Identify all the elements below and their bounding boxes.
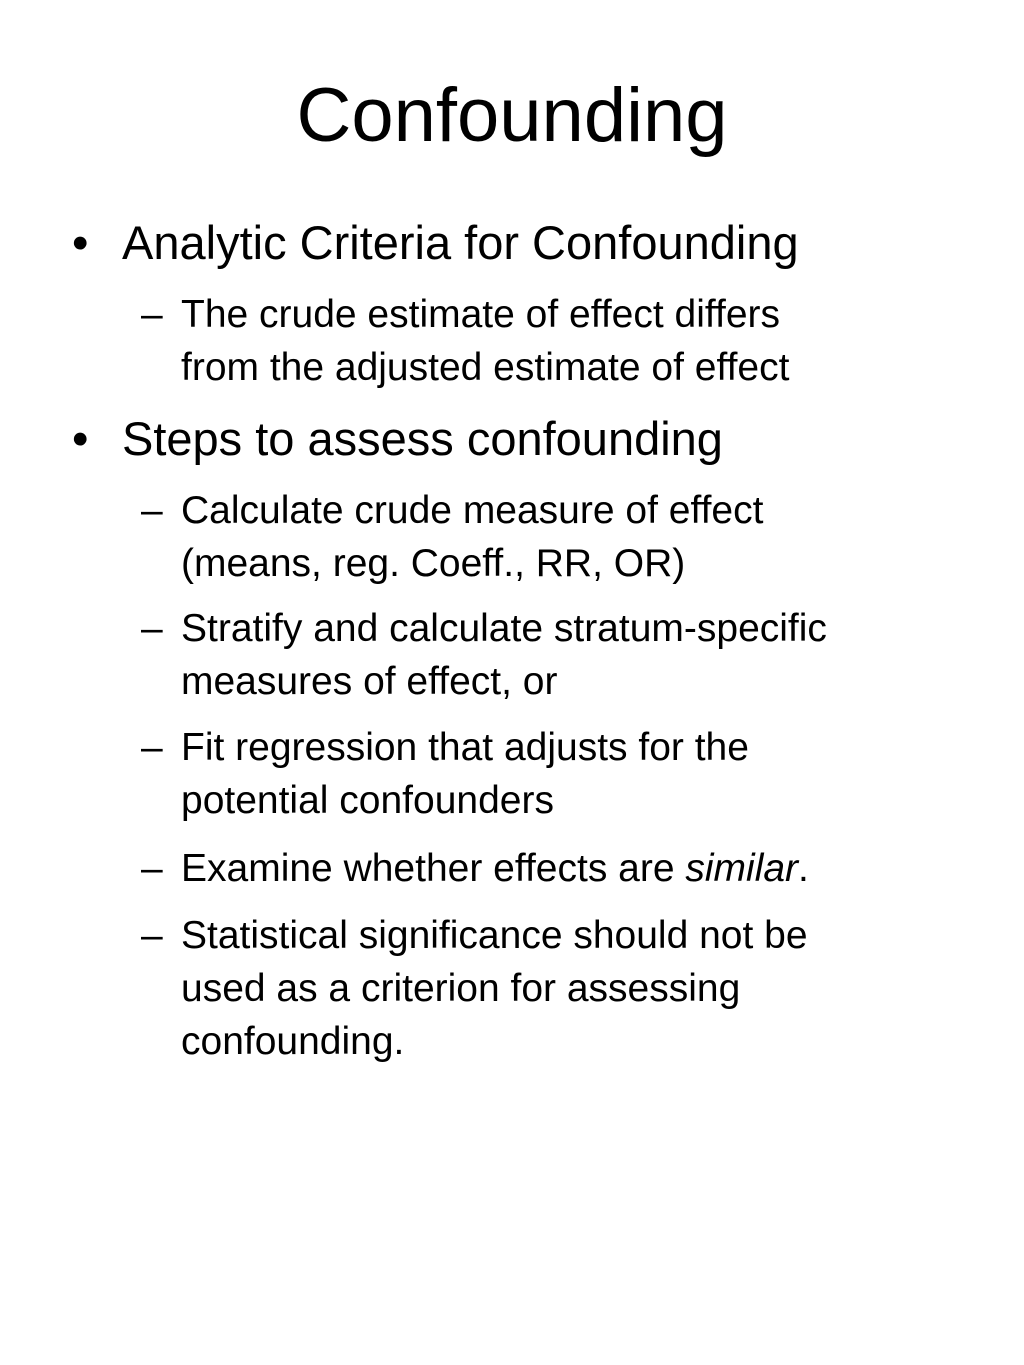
sub-marker: – (141, 914, 163, 957)
sub-item-line: Statistical significance should not be (181, 914, 808, 957)
sub-item-suffix: . (798, 847, 809, 890)
sub-item-fit-regression (141, 721, 981, 827)
sub-item-prefix: Examine whether effects are (181, 847, 686, 890)
sub-marker: – (141, 293, 163, 336)
sub-marker: – (141, 607, 163, 650)
sub-item-calculate-crude (141, 484, 981, 590)
sub-marker: – (141, 489, 163, 532)
sub-marker: – (141, 726, 163, 769)
bullet-text: Steps to assess confounding (122, 412, 723, 465)
sub-item-line: confounding. (181, 1020, 405, 1063)
sub-item-line: The crude estimate of effect differs (181, 293, 781, 336)
sub-item-examine-similar (141, 842, 981, 895)
bullet-marker: • (72, 216, 89, 269)
sub-item-stratify (141, 602, 981, 708)
sub-item-line: Stratify and calculate stratum-specific (181, 607, 827, 650)
sub-item-line: potential confounders (181, 779, 554, 822)
sub-item-line: (means, reg. Coeff., RR, OR) (181, 542, 686, 585)
sub-item-crude-vs-adjusted (141, 288, 981, 394)
sub-item-line: Calculate crude measure of effect (181, 489, 764, 532)
sub-item-line: measures of effect, or (181, 660, 558, 703)
bullet-marker: • (72, 412, 89, 465)
sub-item-emphasis: similar (685, 847, 799, 890)
sub-item-statistical-significance (141, 909, 981, 1068)
sub-item-line: from the adjusted estimate of effect (181, 346, 790, 389)
bullet-analytic-criteria (72, 215, 799, 271)
sub-item-line (181, 842, 981, 895)
sub-item-line: Fit regression that adjusts for the (181, 726, 749, 769)
sub-item-line: used as a criterion for assessing (181, 967, 741, 1010)
bullet-text: Analytic Criteria for Confounding (122, 216, 799, 269)
bullet-steps-to-assess (72, 411, 723, 467)
slide-title: Confounding (296, 73, 728, 158)
sub-marker: – (141, 847, 163, 890)
